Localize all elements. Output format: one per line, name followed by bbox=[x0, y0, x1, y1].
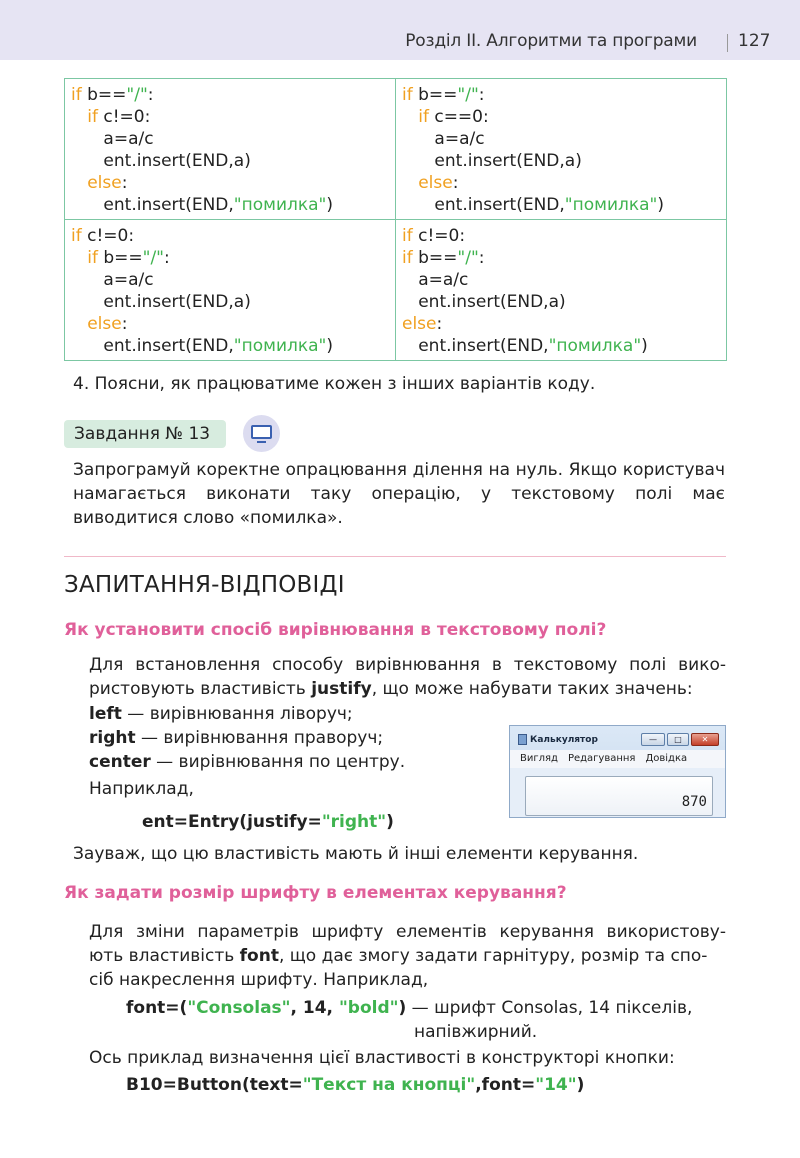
value-center: center — вирівнювання по центру. bbox=[89, 752, 406, 772]
code-line: else: bbox=[402, 314, 443, 334]
code-cell-2 bbox=[396, 79, 727, 220]
code-line: if b=="/": bbox=[402, 248, 485, 268]
code-line: if c!=0: bbox=[402, 226, 466, 246]
menu-edit: Редагування bbox=[567, 753, 636, 764]
chapter-title: Розділ II. Алгоритми та програми bbox=[405, 31, 697, 51]
code-line: else: bbox=[87, 173, 128, 193]
code-line: ent.insert(END,a) bbox=[402, 151, 582, 171]
code-line: else: bbox=[418, 173, 459, 193]
header-separator bbox=[727, 34, 728, 52]
task-text: Запрограмуй коректне опрацювання ділення на нуль. Якщо користувач намагається виконати таку операцію, у текстовому полі має виводитися слово «помилка». bbox=[73, 460, 725, 528]
code-line: if c!=0: bbox=[87, 107, 151, 127]
note-text: Зауваж, що цю властивість мають й інші елементи керування. bbox=[73, 844, 639, 864]
code-line: else: bbox=[87, 314, 128, 334]
page-number: 127 bbox=[738, 31, 771, 51]
section-divider bbox=[64, 556, 726, 557]
code-line: a=a/c bbox=[402, 270, 469, 290]
code-line: ent.insert(END,a) bbox=[71, 292, 251, 312]
code-line: if c!=0: bbox=[71, 226, 135, 246]
value-left: left — вирівнювання ліворуч; bbox=[89, 704, 353, 724]
calculator-window bbox=[509, 725, 726, 818]
menu-view: Вигляд bbox=[520, 753, 558, 764]
answer-1-line-1: Для встановлення способу вирівнювання в текстовому полі вико- bbox=[89, 655, 726, 675]
question-alignment: Як установити спосіб вирівнювання в текстовому полі? bbox=[64, 620, 607, 640]
button-code-example: B10=Button(text="Текст на кнопці",font="14") bbox=[126, 1075, 585, 1095]
code-cell-4 bbox=[396, 220, 727, 361]
menu-help: Довідка bbox=[645, 753, 688, 764]
question-font-size: Як задати розмір шрифту в елементах керування? bbox=[64, 883, 567, 903]
answer-2-line-2: ють властивість font, що дає змогу задати гарнітуру, розмір та спо- bbox=[89, 946, 708, 966]
code-line: ent.insert(END,a) bbox=[71, 151, 251, 171]
code-line: ent.insert(END,"помилка") bbox=[71, 336, 334, 356]
task-badge: Завдання № 13 bbox=[64, 420, 226, 448]
calculator-body bbox=[510, 768, 726, 818]
button-example-intro: Ось приклад визначення цієї властивості в конструкторі кнопки: bbox=[89, 1048, 675, 1068]
calculator-menu bbox=[510, 750, 726, 768]
justify-code-example: ent=Entry(justify="right") bbox=[142, 812, 394, 832]
code-line: if c==0: bbox=[418, 107, 489, 127]
code-line: a=a/c bbox=[402, 129, 485, 149]
example-label: Наприклад, bbox=[89, 779, 194, 799]
exercise-item-4: 4. Поясни, як працюватиме кожен з інших варіантів коду. bbox=[73, 374, 596, 394]
font-code-example: font=("Consolas", 14, "bold") — шрифт Consolas, 14 пікселів, bbox=[126, 998, 693, 1018]
code-variants-table bbox=[64, 78, 727, 361]
code-cell-3 bbox=[65, 220, 396, 361]
code-line: ent.insert(END,"помилка") bbox=[402, 336, 648, 356]
code-cell-1 bbox=[65, 79, 396, 220]
code-line: if b=="/": bbox=[87, 248, 170, 268]
header-band bbox=[0, 0, 800, 60]
calculator-title: Калькулятор bbox=[530, 735, 598, 745]
answer-2-line-1: Для зміни параметрів шрифту елементів керування використову- bbox=[89, 922, 726, 942]
code-line: ent.insert(END,a) bbox=[402, 292, 566, 312]
calculator-app-icon bbox=[518, 734, 527, 745]
code-line: if b=="/": bbox=[71, 85, 154, 105]
code-line: a=a/c bbox=[71, 129, 154, 149]
answer-2-line-3: сіб накреслення шрифту. Наприклад, bbox=[89, 970, 429, 990]
value-right: right — вирівнювання праворуч; bbox=[89, 728, 384, 748]
minimize-icon: — bbox=[641, 733, 665, 746]
calculator-display bbox=[525, 776, 713, 816]
code-line: a=a/c bbox=[71, 270, 154, 290]
code-line: if b=="/": bbox=[402, 85, 485, 105]
answer-1-line-2: ристовують властивість justify, що може набувати таких значень: bbox=[89, 679, 693, 699]
code-line: ent.insert(END,"помилка") bbox=[71, 195, 334, 215]
code-line: ent.insert(END,"помилка") bbox=[402, 195, 665, 215]
maximize-icon: □ bbox=[667, 733, 689, 746]
section-title: ЗАПИТАННЯ-ВІДПОВІДІ bbox=[64, 572, 345, 598]
monitor-icon bbox=[243, 415, 280, 452]
font-desc-continuation: напівжирний. bbox=[414, 1022, 538, 1042]
close-icon: ✕ bbox=[691, 733, 719, 746]
display-value: 870 bbox=[681, 794, 707, 810]
